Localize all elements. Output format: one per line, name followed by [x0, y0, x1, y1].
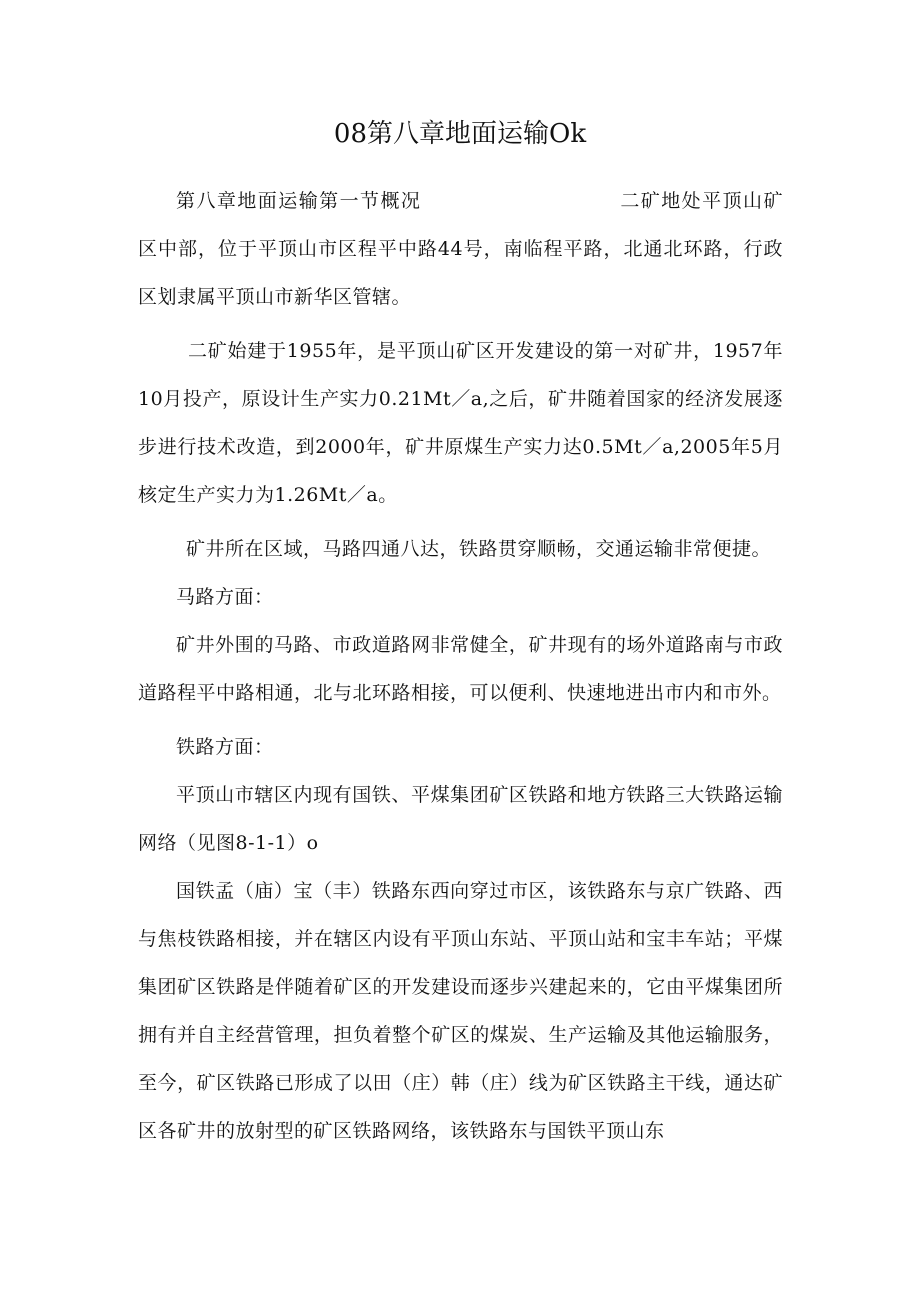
- paragraph-history: 二矿始建于1955年，是平顶山矿区开发建设的第一对矿井，1957年10月投产，原设计生产实力0.21Mt／a,之后，矿井随着国家的经济发展逐步进行技术改造，到2000年，矿井原煤生产实力达0.5Mt／a,2005年5月核定生产实力为1.26Mt／a。: [138, 340, 783, 506]
- section-heading: 第八章地面运输第一节概况: [176, 190, 422, 212]
- paragraph-rail: 平顶山市辖区内现有国铁、平煤集团矿区铁路和地方铁路三大铁路运输网络（见图8-1-1）o: [138, 784, 783, 854]
- paragraph-road: 矿井外围的马路、市政道路网非常健全，矿井现有的场外道路南与市政道路程平中路相通，北与北环路相接，可以便利、快速地进出市内和市外。: [138, 634, 783, 704]
- document-title: 08第八章地面运输Ok: [333, 119, 587, 149]
- paragraph-rail-detail: 国铁孟（庙）宝（丰）铁路东西向穿过市区，该铁路东与京广铁路、西与焦枝铁路相接，并在辖区内设有平顶山东站、平顶山站和宝丰车站；平煤集团矿区铁路是伴随着矿区的开发建设而逐步兴建起来的，它由平煤集团所拥有并自主经营管理，担负着整个矿区的煤炭、生产运输及其他运输服务，至今，矿区铁路已形成了以田（庄）韩（庄）线为矿区铁路主干线，通达矿区各矿井的放射型的矿区铁路网络，该铁路东与国铁平顶山东: [138, 880, 783, 1142]
- paragraph-rail-heading: 铁路方面：: [176, 736, 274, 758]
- paragraph-text: 二矿地处平顶山矿区中部，位于平顶山市区程平中路44号，南临程平路，北通北环路，行政区划隶属平顶山市新华区管辖。: [138, 190, 783, 308]
- paragraph-road-heading: 马路方面：: [176, 586, 274, 608]
- paragraph-overview: [138, 177, 783, 321]
- paragraph-transport: 矿井所在区域，马路四通八达，铁路贯穿顺畅，交通运输非常便捷。: [186, 538, 772, 560]
- document-body: [138, 177, 783, 1155]
